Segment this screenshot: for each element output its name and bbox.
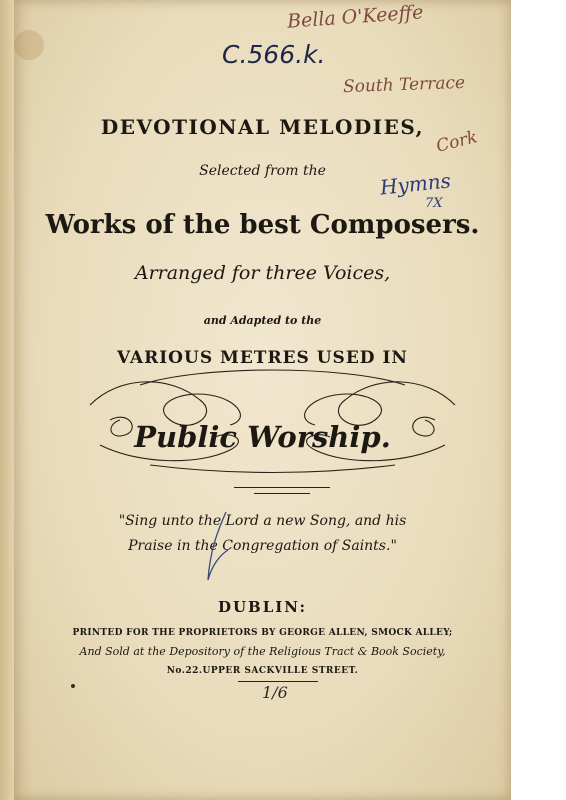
title-selected: Selected from the bbox=[199, 163, 326, 179]
epigraph-line-1: "Sing unto the Lord a new Song, and his bbox=[118, 513, 407, 529]
imprint-seller: And Sold at the Depository of the Religious Tract & Book Society, bbox=[79, 645, 446, 658]
epigraph-line-2: Praise in the Congregation of Saints." bbox=[128, 538, 397, 554]
subject-number: 7X bbox=[425, 196, 443, 211]
city-inscription: Cork bbox=[434, 127, 480, 157]
price-note: 1/6 bbox=[262, 683, 288, 702]
title-works: Works of the best Composers. bbox=[45, 210, 480, 240]
divider-rule bbox=[254, 493, 310, 494]
imprint-place: DUBLIN: bbox=[217, 598, 308, 616]
shelfmark: C.566.k. bbox=[222, 40, 326, 69]
ink-dot bbox=[71, 684, 75, 688]
title-arranged: Arranged for three Voices, bbox=[134, 262, 391, 284]
divider-rule bbox=[234, 487, 330, 488]
title-worship: Public Worship. bbox=[134, 420, 391, 454]
owner-inscription: Bella O'Keeffe bbox=[286, 1, 425, 33]
title-main: DEVOTIONAL MELODIES, bbox=[100, 115, 425, 139]
address-inscription: South Terrace bbox=[342, 72, 466, 98]
paper-stain bbox=[14, 30, 44, 60]
pencil-scribble bbox=[198, 510, 238, 585]
title-metres: VARIOUS METRES USED IN bbox=[117, 348, 408, 368]
page-gutter bbox=[0, 0, 14, 800]
subject-note: Hymns bbox=[378, 168, 452, 200]
imprint-printer: PRINTED FOR THE PROPRIETORS BY GEORGE ALLEN, SMOCK ALLEY; bbox=[72, 628, 453, 638]
imprint-address: No.22.UPPER SACKVILLE STREET. bbox=[166, 666, 359, 676]
title-adapted: and Adapted to the bbox=[203, 314, 322, 327]
divider-rule bbox=[238, 681, 318, 682]
